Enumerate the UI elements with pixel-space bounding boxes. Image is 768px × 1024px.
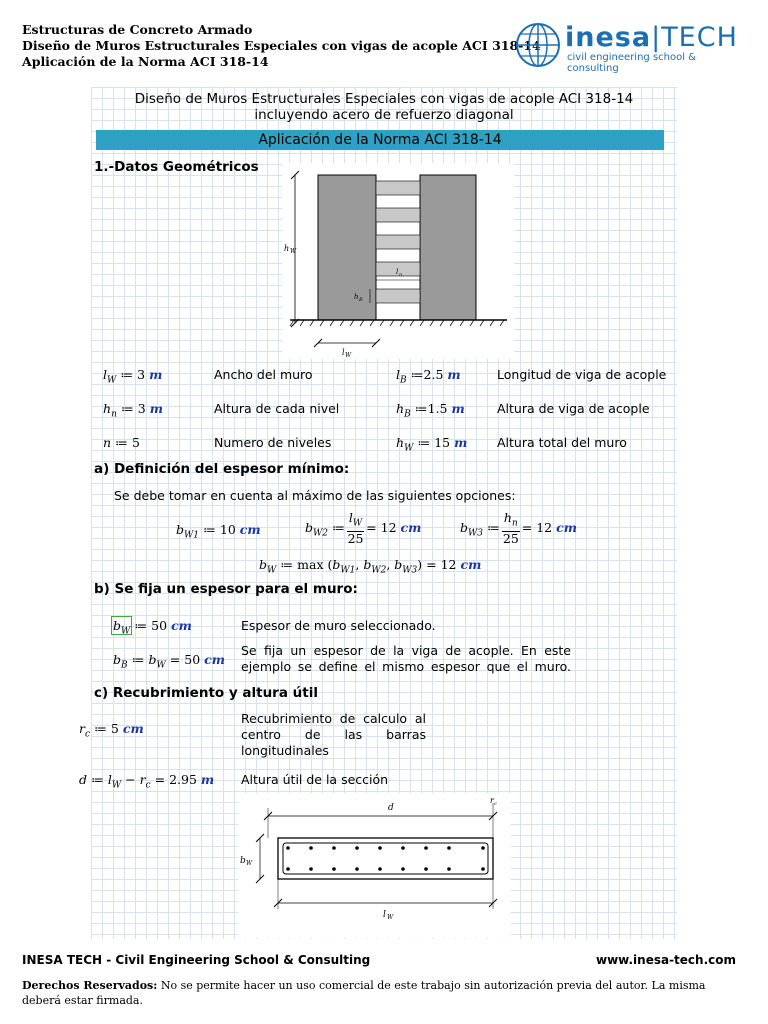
globe-icon xyxy=(515,22,561,68)
fig-lw-section-label: l xyxy=(383,910,386,920)
hw-description: Altura total del muro xyxy=(497,435,627,450)
wall-section-figure xyxy=(238,793,511,938)
fig-d-label: d xyxy=(388,803,394,813)
hB-definition: $h_B$ ≔1.5 m xyxy=(396,401,465,420)
fig-rc-label: r xyxy=(490,796,494,805)
footer-rights xyxy=(22,978,742,1008)
header-line-2: Diseño de Muros Estructurales Especiales con vigas de acople ACI 318-14 xyxy=(22,38,541,53)
logo-tagline: civil engineering school & consulting xyxy=(567,52,696,74)
section-espesor-minimo: a) Definición del espesor mínimo: xyxy=(94,461,350,477)
hn-description: Altura de cada nivel xyxy=(214,401,340,416)
fig-bw-label: b xyxy=(240,856,246,866)
norm-banner: Aplicación de la Norma ACI 318-14 xyxy=(96,130,664,150)
section-datos-geometricos: 1.-Datos Geométricos xyxy=(94,159,259,175)
espesor-intro: Se debe tomar en cuenta al máximo de las siguientes opciones: xyxy=(114,488,516,503)
section-espesor-fijo: b) Se fija un espesor para el muro: xyxy=(94,581,358,597)
d-definition: d ≔ $l_W - r_c = 2.95$ m xyxy=(79,772,215,791)
rights-label: Derechos Reservados: xyxy=(22,979,158,992)
title-line-1: Diseño de Muros Estructurales Especiales con vigas de acople ACI 318-14 xyxy=(134,91,634,107)
rc-description: Recubrimiento de calculo al centro de las barras longitudinales xyxy=(241,711,426,758)
document-title xyxy=(91,91,677,123)
svg-text:W: W xyxy=(345,352,352,359)
calculation-sheet xyxy=(79,87,677,939)
rc-definition: $r_c$ ≔ 5 cm xyxy=(79,721,144,740)
n-description: Numero de niveles xyxy=(214,435,332,450)
svg-text:c: c xyxy=(494,801,497,807)
wall-elevation-figure xyxy=(282,163,514,359)
bw2-definition: $b_{W2}$ ≔ $\frac{l_W}{25}$ = 12 cm xyxy=(305,510,422,546)
lB-definition: $l_B$ ≔2.5 m xyxy=(396,367,461,386)
hw-definition: $h_W$ ≔ 15 m xyxy=(396,435,468,454)
bw3-definition: $b_{W3}$ ≔ $\frac{h_n}{25}$ = 12 cm xyxy=(460,510,577,546)
lB-description: Longitud de viga de acople xyxy=(497,367,667,382)
fig-ln-label: l xyxy=(396,268,399,276)
bw1-definition: $b_{W1}$ ≔ 10 cm xyxy=(176,522,261,541)
header-line-3: Aplicación de la Norma ACI 318-14 xyxy=(22,54,269,69)
lw-definition: $l_W$ ≔ 3 m xyxy=(103,367,163,386)
footer-company: INESA TECH - Civil Engineering School & Consulting xyxy=(22,953,371,967)
footer-website-link[interactable]: www.inesa-tech.com xyxy=(595,953,736,967)
bB-description: Se fija un espesor de la viga de acople. En este ejemplo se define el mismo espesor que el muro. xyxy=(241,643,571,674)
svg-text:n: n xyxy=(399,272,403,278)
header-line-1: Estructuras de Concreto Armado xyxy=(22,22,253,37)
hn-definition: $h_n$ ≔ 3 m xyxy=(103,401,163,420)
d-description: Altura útil de la sección xyxy=(241,772,389,787)
section-recubrimiento: c) Recubrimiento y altura útil xyxy=(94,685,318,701)
svg-text:W: W xyxy=(246,860,253,867)
rights-text: No se permite hacer un uso comercial de este trabajo sin autorización previa del autor. La misma deberá estar firmada. xyxy=(22,979,706,1007)
fig-hB-label: h xyxy=(354,293,359,301)
document-header xyxy=(22,22,541,70)
svg-text:W: W xyxy=(290,248,297,255)
bw-selected-definition[interactable]: $b_W$ ≔ 50 cm xyxy=(113,618,192,637)
footer-bar xyxy=(22,953,736,967)
title-line-2: incluyendo acero de refuerzo diagonal xyxy=(254,107,514,123)
svg-text:W: W xyxy=(387,914,394,921)
inesa-tech-logo xyxy=(515,20,745,74)
fig-hw-label: h xyxy=(284,244,290,253)
logo-brand: inesa|TECH xyxy=(565,22,738,53)
hB-description: Altura de viga de acople xyxy=(497,401,650,416)
bB-definition: $b_B$ ≔ $b_W = 50$ cm xyxy=(113,652,225,671)
n-definition: n ≔ 5 xyxy=(103,435,140,450)
lw-description: Ancho del muro xyxy=(214,367,313,382)
bw-selected-description: Espesor de muro seleccionado. xyxy=(241,618,436,633)
svg-text:B: B xyxy=(359,297,363,303)
bw-max-definition: $b_W$ ≔ $\max (b_{W1}$, $b_{W2}$, $b_{W3}) = 12$ cm xyxy=(259,557,482,576)
fig-lw-label: l xyxy=(342,348,345,357)
